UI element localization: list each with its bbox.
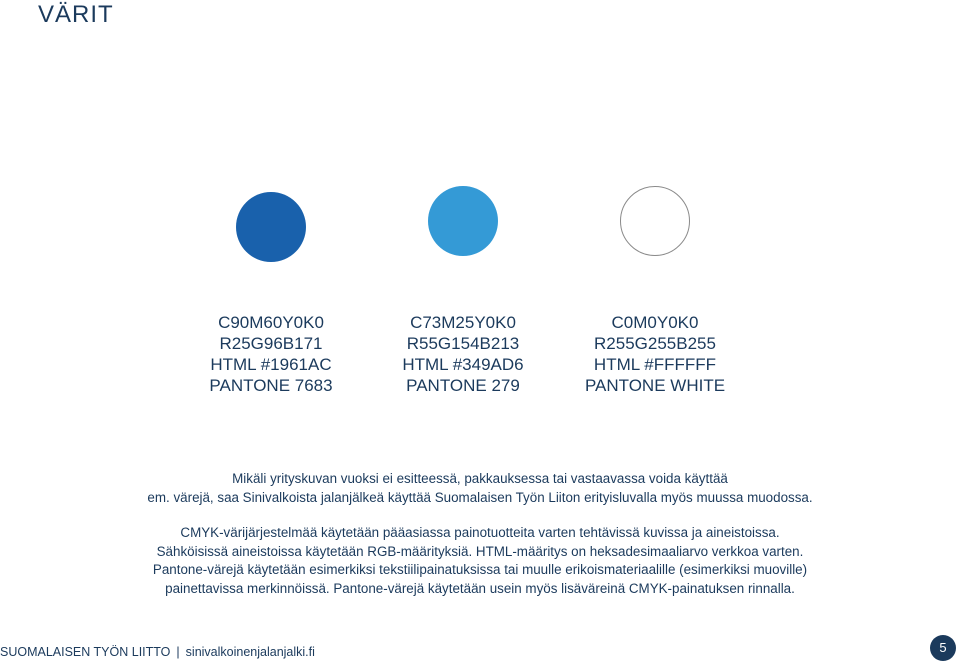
text-line: Mikäli yrityskuvan vuoksi ei esitteessä, pakkauksessa tai vastaavassa voida käyttää: [232, 471, 728, 486]
rgb-value: R55G154B213: [406, 334, 520, 353]
color-spec-dark-blue: [171, 312, 371, 396]
text-line: Pantone-värejä käytetään esimerkiksi tekstiilipainatuksissa tai muulle erikoismateriaalille (esimerkiksi muoville): [152, 562, 808, 577]
footer: [0, 644, 315, 660]
color-swatch-dark-blue: [236, 192, 306, 262]
cmyk-value: C90M60Y0K0: [218, 313, 324, 332]
pantone-value: PANTONE WHITE: [584, 376, 726, 395]
page-number-badge: 5: [930, 635, 956, 661]
rgb-value: R25G96B171: [219, 334, 323, 353]
rgb-value: R255G255B255: [594, 334, 716, 353]
footer-separator: |: [176, 645, 180, 659]
text-line: painettavissa merkinnöissä. Pantone-värejä käytetään usein myös lisäväreinä CMYK-painatuksen rinnalla.: [165, 580, 795, 596]
page-title: VÄRIT: [38, 1, 114, 28]
color-systems-paragraph: [0, 524, 960, 598]
color-spec-white: [555, 312, 755, 396]
footer-org-name: SUOMALAISEN TYÖN LIITTO: [0, 645, 171, 659]
color-swatch-light-blue: [428, 186, 498, 256]
text-line: em. värejä, saa Sinivalkoista jalanjälkeä käyttää Suomalaisen Työn Liiton erityisluvalla myös muussa muodossa.: [147, 489, 813, 505]
text-line: CMYK-värijärjestelmää käytetään pääasiassa painotuotteita varten tehtävissä kuvissa ja aineistoissa.: [180, 525, 780, 540]
html-value: HTML #349AD6: [402, 355, 524, 374]
text-line: Sähköisissä aineistoissa käytetään RGB-määrityksiä. HTML-määritys on heksadesimaaliarvo verkkoa varten.: [156, 543, 804, 559]
cmyk-value: C73M25Y0K0: [410, 313, 516, 332]
html-value: HTML #1961AC: [210, 355, 332, 374]
color-swatch-white: [620, 186, 690, 256]
color-spec-light-blue: [363, 312, 563, 396]
pantone-value: PANTONE 279: [406, 376, 520, 395]
pantone-value: PANTONE 7683: [209, 376, 333, 395]
usage-note-paragraph: [0, 470, 960, 507]
cmyk-value: C0M0Y0K0: [611, 313, 699, 332]
html-value: HTML #FFFFFF: [593, 355, 717, 374]
footer-website-link[interactable]: sinivalkoinenjalanjalki.fi: [185, 645, 315, 659]
